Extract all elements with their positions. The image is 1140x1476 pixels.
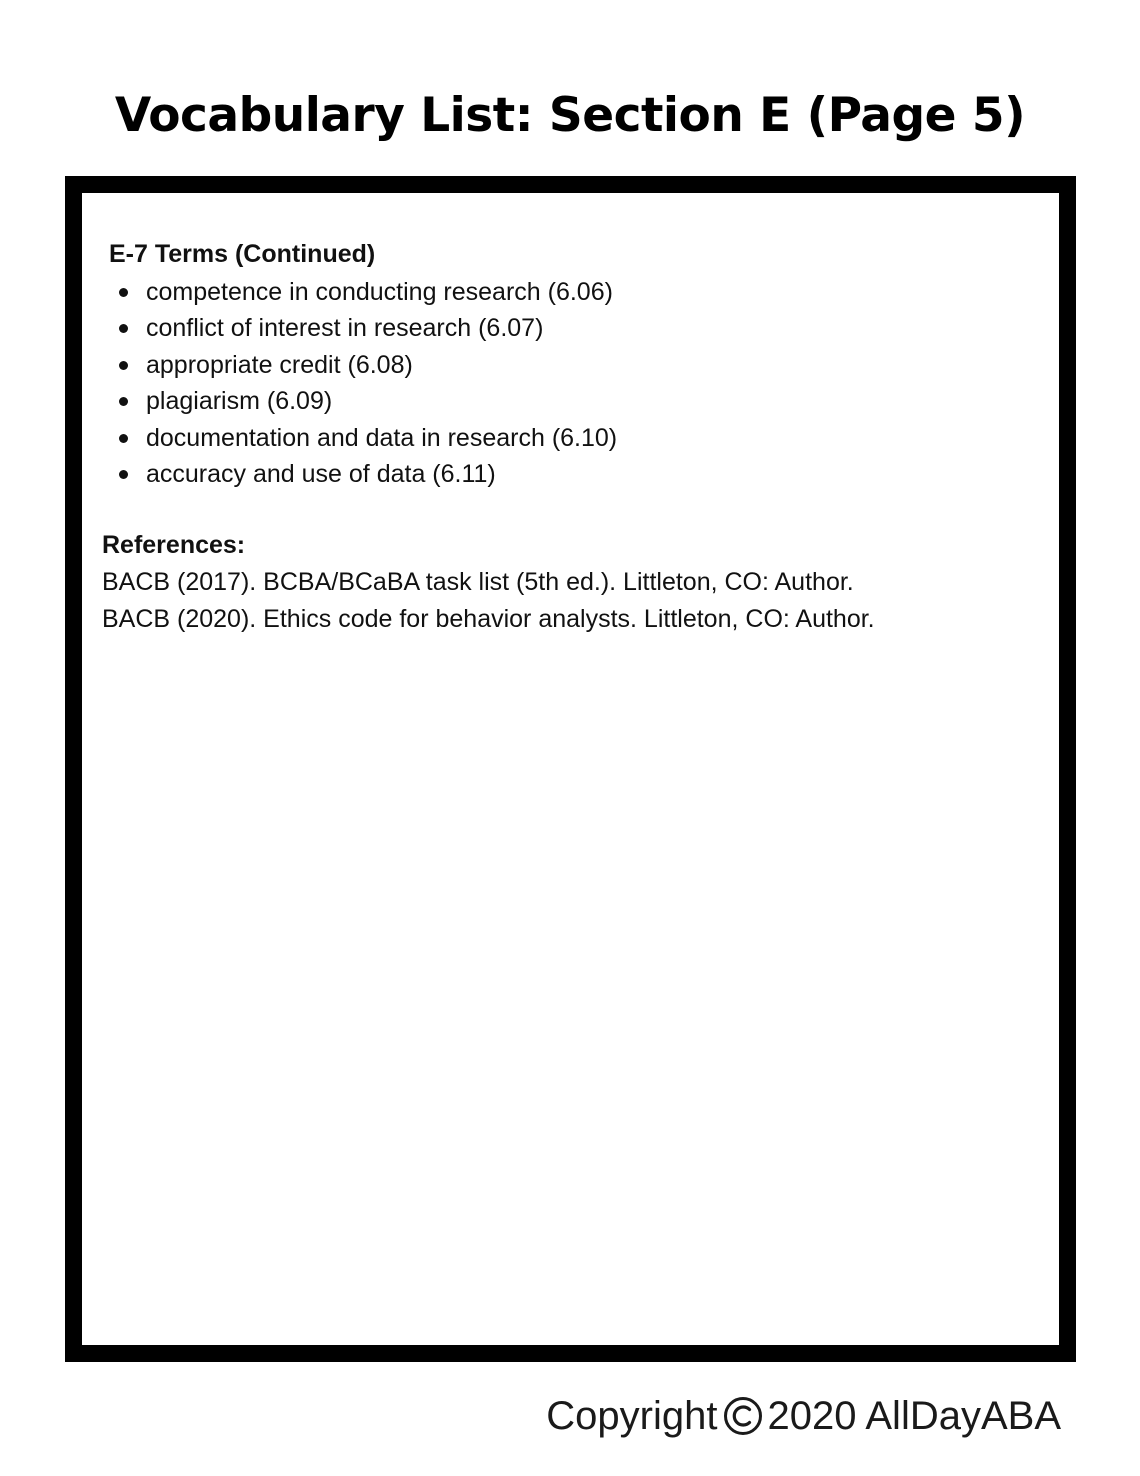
bullet-icon [119, 397, 128, 406]
list-item [114, 274, 617, 310]
list-item [114, 347, 617, 383]
term-text: conflict of interest in research (6.07) [146, 314, 544, 343]
term-text: accuracy and use of data (6.11) [146, 459, 496, 488]
list-item [114, 456, 617, 492]
copyright-icon [723, 1396, 763, 1436]
term-list [114, 274, 617, 492]
reference-item: BACB (2020). Ethics code for behavior analysts. Littleton, CO: Author. [102, 604, 875, 633]
copyright-footer [546, 1390, 1061, 1442]
term-text: competence in conducting research (6.06) [146, 278, 613, 306]
references-list [102, 564, 875, 637]
bullet-icon [119, 434, 128, 443]
term-text: plagiarism (6.09) [146, 387, 333, 416]
page-title: Vocabulary List: Section E (Page 5) [114, 88, 1026, 143]
term-text: documentation and data in research (6.10) [146, 423, 618, 452]
copyright-prefix: Copyright [546, 1394, 718, 1438]
bullet-icon [119, 361, 128, 370]
bullet-icon [119, 324, 128, 333]
references-heading: References: [102, 531, 246, 559]
bullet-icon [119, 470, 128, 479]
list-item [114, 420, 617, 456]
list-item [114, 383, 617, 419]
list-item [114, 310, 617, 346]
term-text: appropriate credit (6.08) [146, 350, 413, 379]
bullet-icon [119, 288, 128, 297]
reference-item: BACB (2017). BCBA/BCaBA task list (5th ed.). Littleton, CO: Author. [102, 568, 854, 596]
copyright-suffix: 2020 AllDayABA [767, 1394, 1061, 1438]
section-heading: E-7 Terms (Continued) [109, 240, 376, 268]
